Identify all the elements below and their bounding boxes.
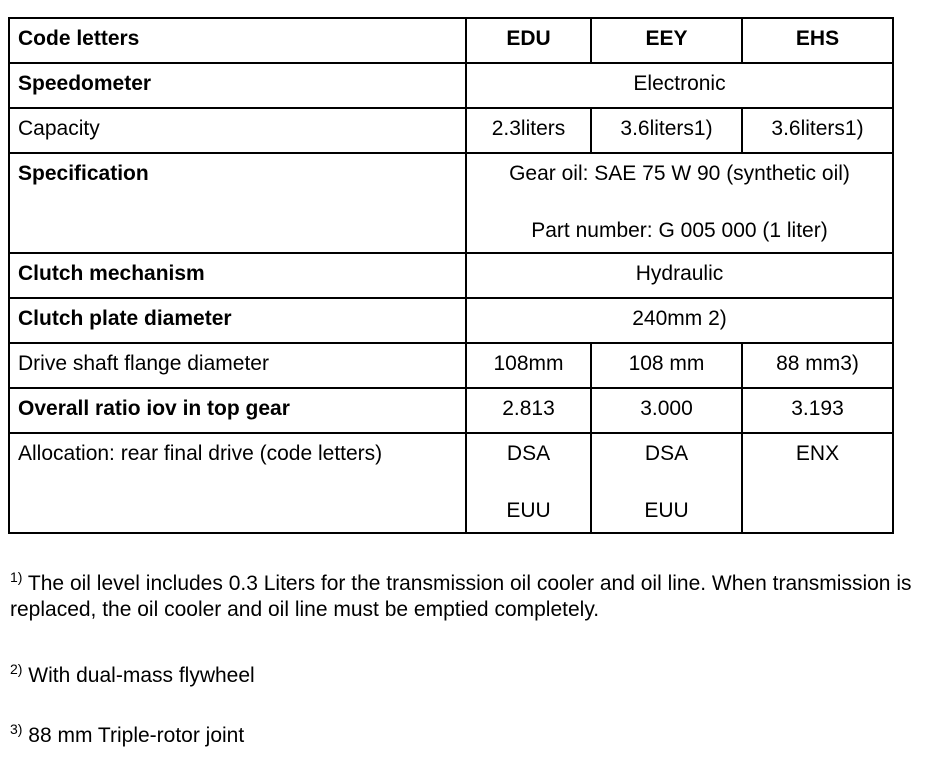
footnote-2 [10,663,255,689]
overall-ratio-ehs: 3.193 [742,388,893,433]
footnote-1-text: The oil level includes 0.3 Liters for the transmission oil cooler and oil line. When transmission is replaced, the oil cooler and oil line must be emptied completely. [10,572,912,621]
drive-shaft-label: Drive shaft flange diameter [9,343,466,388]
clutch-plate-value: 240mm 2) [466,298,893,343]
allocation-ehs [742,433,893,533]
speedometer-value: Electronic [466,63,893,108]
overall-ratio-edu: 2.813 [466,388,591,433]
drive-shaft-ehs: 88 mm3) [742,343,893,388]
footnote-3-marker: 3) [10,721,23,737]
footnote-3 [10,723,244,749]
header-row [9,18,893,63]
allocation-label: Allocation: rear final drive (code letters) [9,433,466,533]
capacity-edu: 2.3liters [466,108,591,153]
allocation-eey-line-2: EUU [644,499,689,522]
header-col-edu: EDU [466,18,591,63]
footnote-1-marker: 1) [10,569,23,585]
header-col-ehs: EHS [742,18,893,63]
clutch-plate-row [9,298,893,343]
allocation-edu [466,433,591,533]
allocation-eey-line-1: DSA [644,442,689,465]
overall-ratio-row [9,388,893,433]
specification-label: Specification [9,153,466,253]
header-col-eey: EEY [591,18,742,63]
specification-line-2: Part number: G 005 000 (1 liter) [531,219,828,242]
footnote-1 [10,571,920,623]
clutch-plate-label: Clutch plate diameter [9,298,466,343]
header-label: Code letters [9,18,466,63]
capacity-eey: 3.6liters1) [591,108,742,153]
capacity-row [9,108,893,153]
drive-shaft-edu: 108mm [466,343,591,388]
allocation-edu-line-1: DSA [506,442,551,465]
allocation-ehs-line-1: ENX [795,442,840,465]
clutch-mechanism-value: Hydraulic [466,253,893,298]
allocation-edu-line-2: EUU [506,499,551,522]
capacity-label: Capacity [9,108,466,153]
specifications-table [8,17,894,534]
specification-value [466,153,893,253]
speedometer-label: Speedometer [9,63,466,108]
footnote-2-text: With dual-mass flywheel [28,664,255,687]
drive-shaft-row [9,343,893,388]
specification-row [9,153,893,253]
overall-ratio-eey: 3.000 [591,388,742,433]
footnote-2-marker: 2) [10,661,23,677]
speedometer-row [9,63,893,108]
allocation-eey [591,433,742,533]
clutch-mechanism-row [9,253,893,298]
drive-shaft-eey: 108 mm [591,343,742,388]
allocation-row [9,433,893,533]
overall-ratio-label: Overall ratio iov in top gear [9,388,466,433]
specification-line-1: Gear oil: SAE 75 W 90 (synthetic oil) [509,162,850,185]
clutch-mechanism-label: Clutch mechanism [9,253,466,298]
footnote-3-text: 88 mm Triple-rotor joint [28,724,245,747]
capacity-ehs: 3.6liters1) [742,108,893,153]
